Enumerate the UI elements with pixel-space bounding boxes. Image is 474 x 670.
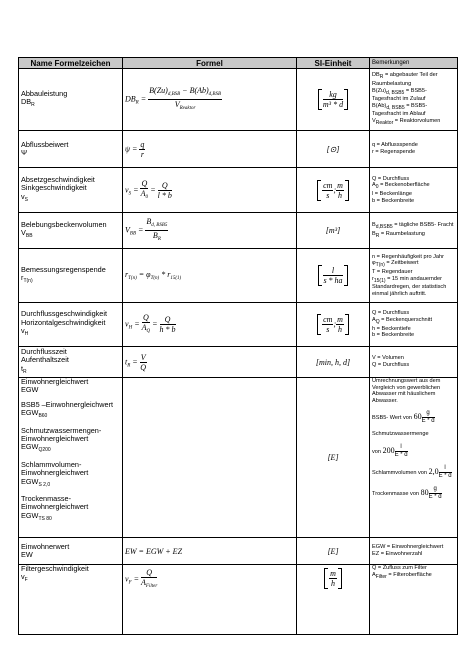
header-name: Name Formelzeichen bbox=[19, 58, 123, 69]
row-notes: Q = Durchfluss AQ = Beckenquerschnitt h = Beckentiefe b = Beckenbreite bbox=[370, 303, 458, 347]
row-name: Absetzgeschwindigkeit Sinkgeschwindigkeit $v_S$ bbox=[19, 168, 123, 213]
row-name: Durchflusszeit Aufenthaltszeit $t_R$ bbox=[19, 347, 123, 378]
row-formula: $DB_R$ = $\frac{B(Zu)_{d,BSB} - B(Ab)_{d,BSB}}{V_{Reaktor}}$ bbox=[123, 69, 297, 131]
row-notes: Q = Zufluss zum Filter AFilter = Filteroberfläche bbox=[370, 565, 458, 635]
table-row bbox=[19, 131, 458, 168]
table-row bbox=[19, 168, 458, 213]
table-row bbox=[19, 303, 458, 347]
row-formula bbox=[123, 378, 297, 538]
row-unit: [m³] bbox=[297, 213, 370, 249]
row-unit: [⊙] bbox=[297, 131, 370, 168]
row-name: Durchflussgeschwindigkeit Horizontalgeschwindigkeit $v_H$ bbox=[19, 303, 123, 347]
row-formula: $r_{T(n)} = \varphi_{T(n)} * r_{15(1)}$ bbox=[123, 249, 297, 303]
row-notes: DBR = abgebauter Teil der Raumbelastung B(Zu)d, BSB5 = BSB5- Tagesfracht im Zulauf B(Ab)d, BSB5 = BSB5- Tagesfracht im Ablauf VReaktor = Reaktorvolumen bbox=[370, 69, 458, 131]
formula-table bbox=[18, 57, 458, 635]
row-notes: n = Regenhäufigkeit pro Jahr φT(n) = Zeitbeiwert T = Regendauer r15(1) = 15 min andauernder Standardregen, der statistisch einmal jährlich auftritt. bbox=[370, 249, 458, 303]
header-row bbox=[19, 58, 458, 69]
row-name: Einwohnerwert EW bbox=[19, 538, 123, 565]
row-notes: Q = Durchfluss A0 = Beckenoberfläche l = Beckenlänge b = Beckenbreite bbox=[370, 168, 458, 213]
row-unit: $\frac{l}{s * ha}$ bbox=[297, 249, 370, 303]
row-name: Einwohnergleichwert EGW BSB5 –Einwohnergleichwert $EGW_{B60}$ Schmutzwassermengen- Einwohnergleichwert $EGW_{Q200}$ Schlammvolumen- Einwohnergleichwert $EGW_{S 2,0}$ Trockenmasse- Einwohnergleichwert $EGW_{TS 80}$ bbox=[19, 378, 123, 538]
table-row bbox=[19, 378, 458, 538]
row-name: Abflussbeiwert Ψ bbox=[19, 131, 123, 168]
row-formula: ψ = $\frac{q}{r}$ bbox=[123, 131, 297, 168]
row-formula: $V_{BB}$ = $\frac{B_{d, BSB5}}{B_R}$ bbox=[123, 213, 297, 249]
table-row bbox=[19, 347, 458, 378]
row-unit: [E] bbox=[297, 378, 370, 538]
table-row bbox=[19, 69, 458, 131]
table-row bbox=[19, 538, 458, 565]
header-notes: Bemerkungen bbox=[370, 58, 458, 69]
row-formula: $t_R$ = $\frac{V}{Q}$ bbox=[123, 347, 297, 378]
table-row bbox=[19, 249, 458, 303]
table-row bbox=[19, 565, 458, 635]
row-notes: V = Volumen Q = Durchfluss bbox=[370, 347, 458, 378]
row-unit: [min, h, d] bbox=[297, 347, 370, 378]
row-formula: $v_F$ = $\frac{Q}{A_{Filter}}$ bbox=[123, 565, 297, 635]
row-unit: $\frac{m}{h}$ bbox=[297, 565, 370, 635]
row-name: Belebungsbeckenvolumen $V_{BB}$ bbox=[19, 213, 123, 249]
row-notes: q = Abflussspende r = Regenspende bbox=[370, 131, 458, 168]
row-name: Bemessungsregenspende $r_{T(n)}$ bbox=[19, 249, 123, 303]
row-notes: Umrechnungswert aus dem Vergleich von gewerblichen Abwasser mit häuslichem Abwasser. BSB5- Wert von 60 $\frac{g}{E * d}$ Schmutzwassermenge von 200 $\frac{l}{E * d}$ Schlammvolumen von 2,0 $\frac{l}{E * d}$ Trockenmasse von 80 $\frac{g}{E * d}$ bbox=[370, 378, 458, 538]
row-unit: [E] bbox=[297, 538, 370, 565]
row-formula: EW = EGW + EZ bbox=[123, 538, 297, 565]
row-unit: $\frac{kg}{\text{m³ * d}}$ bbox=[297, 69, 370, 131]
row-notes: Bd,BSB5 = tägliche BSB5- Fracht BR = Raumbelastung bbox=[370, 213, 458, 249]
row-formula: $v_S$ = $\frac{Q}{A_0}$ = $\frac{Q}{l * b}$ bbox=[123, 168, 297, 213]
header-unit: SI-Einheit bbox=[297, 58, 370, 69]
row-formula: $v_H$ = $\frac{Q}{A_Q}$ = $\frac{Q}{h * b}$ bbox=[123, 303, 297, 347]
row-name: Abbauleistung $DB_R$ bbox=[19, 69, 123, 131]
table-row bbox=[19, 213, 458, 249]
header-formula: Formel bbox=[123, 58, 297, 69]
row-unit: $\frac{cm}{s}$ ; $\frac{m}{h}$ bbox=[297, 303, 370, 347]
row-notes: EGW = Einwohnergleichwert EZ = Einwohnerzahl bbox=[370, 538, 458, 565]
row-name: Filtergeschwindigkeit $v_F$ bbox=[19, 565, 123, 635]
row-unit: $\frac{cm}{s}$ ; $\frac{m}{h}$ bbox=[297, 168, 370, 213]
